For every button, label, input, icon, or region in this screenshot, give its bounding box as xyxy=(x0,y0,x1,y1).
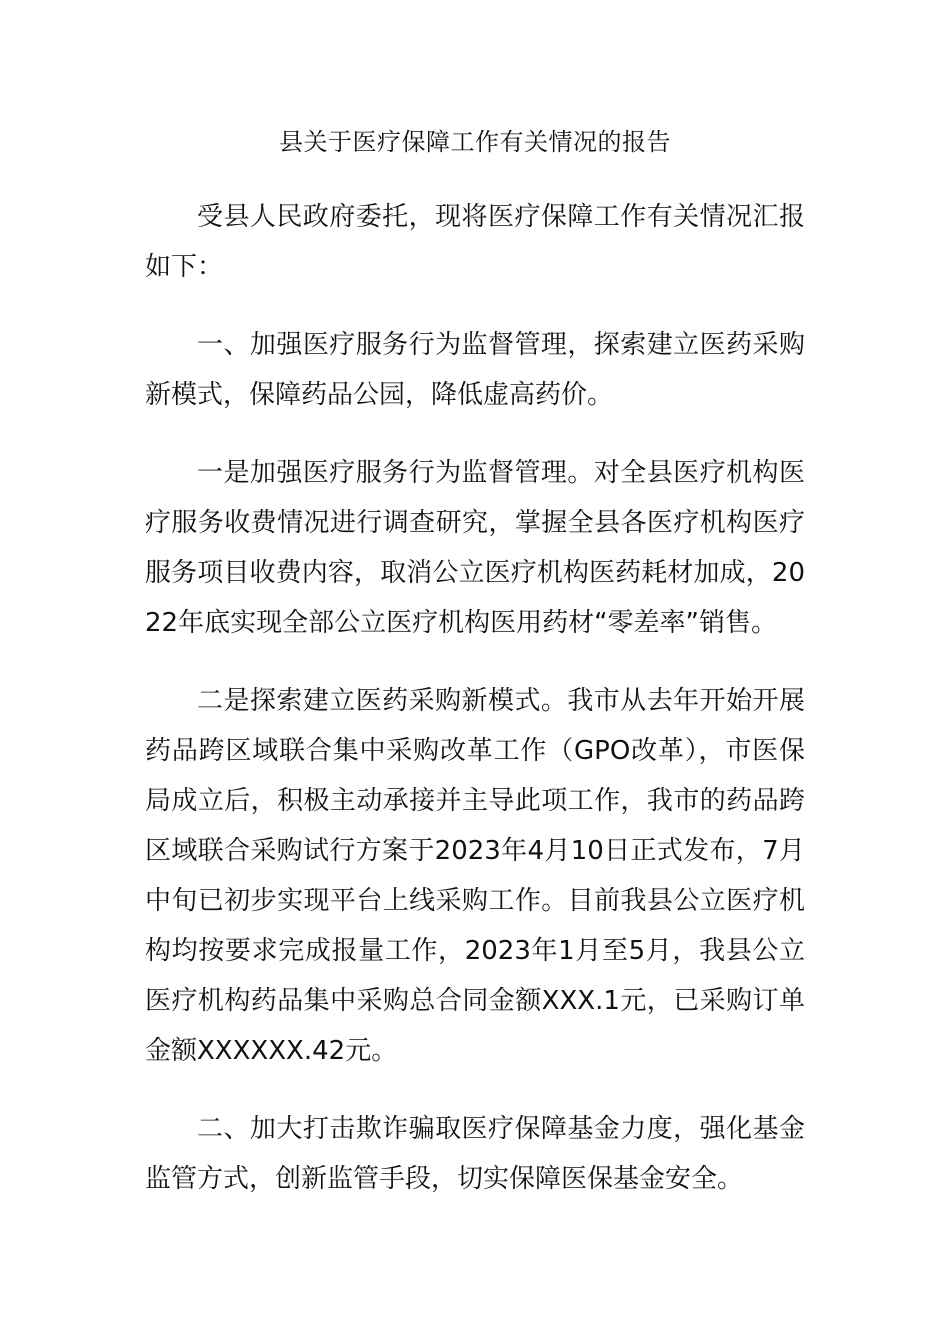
paragraph-point-1: 一是加强医疗服务行为监督管理。对全县医疗机构医疗服务收费情况进行调查研究，掌握全县各医疗机构医疗服务项目收费内容，取消公立医疗机构医药耗材加成，2022年底实现全部公立医疗机构医用药材“零差率”销售。 xyxy=(145,458,805,638)
document-title: 县关于医疗保障工作有关情况的报告 xyxy=(279,128,671,156)
paragraph-intro: 受县人民政府委托，现将医疗保障工作有关情况汇报如下： xyxy=(145,202,805,282)
paragraph-section-1-heading: 一、加强医疗服务行为监督管理，探索建立医药采购新模式，保障药品公园，降低虚高药价。 xyxy=(145,330,805,410)
document-body xyxy=(145,192,805,1232)
paragraph-section-2-heading: 二、加大打击欺诈骗取医疗保障基金力度，强化基金监管方式，创新监管手段，切实保障医保基金安全。 xyxy=(145,1114,805,1194)
paragraph-point-2: 二是探索建立医药采购新模式。我市从去年开始开展药品跨区域联合集中采购改革工作（GPO改革），市医保局成立后，积极主动承接并主导此项工作，我市的药品跨区域联合采购试行方案于2023年4月10日正式发布，7月中旬已初步实现平台上线采购工作。目前我县公立医疗机构均按要求完成报量工作，2023年1月至5月，我县公立医疗机构药品集中采购总合同金额XXX.1元，已采购订单金额XXXXXX.42元。 xyxy=(145,686,805,1066)
